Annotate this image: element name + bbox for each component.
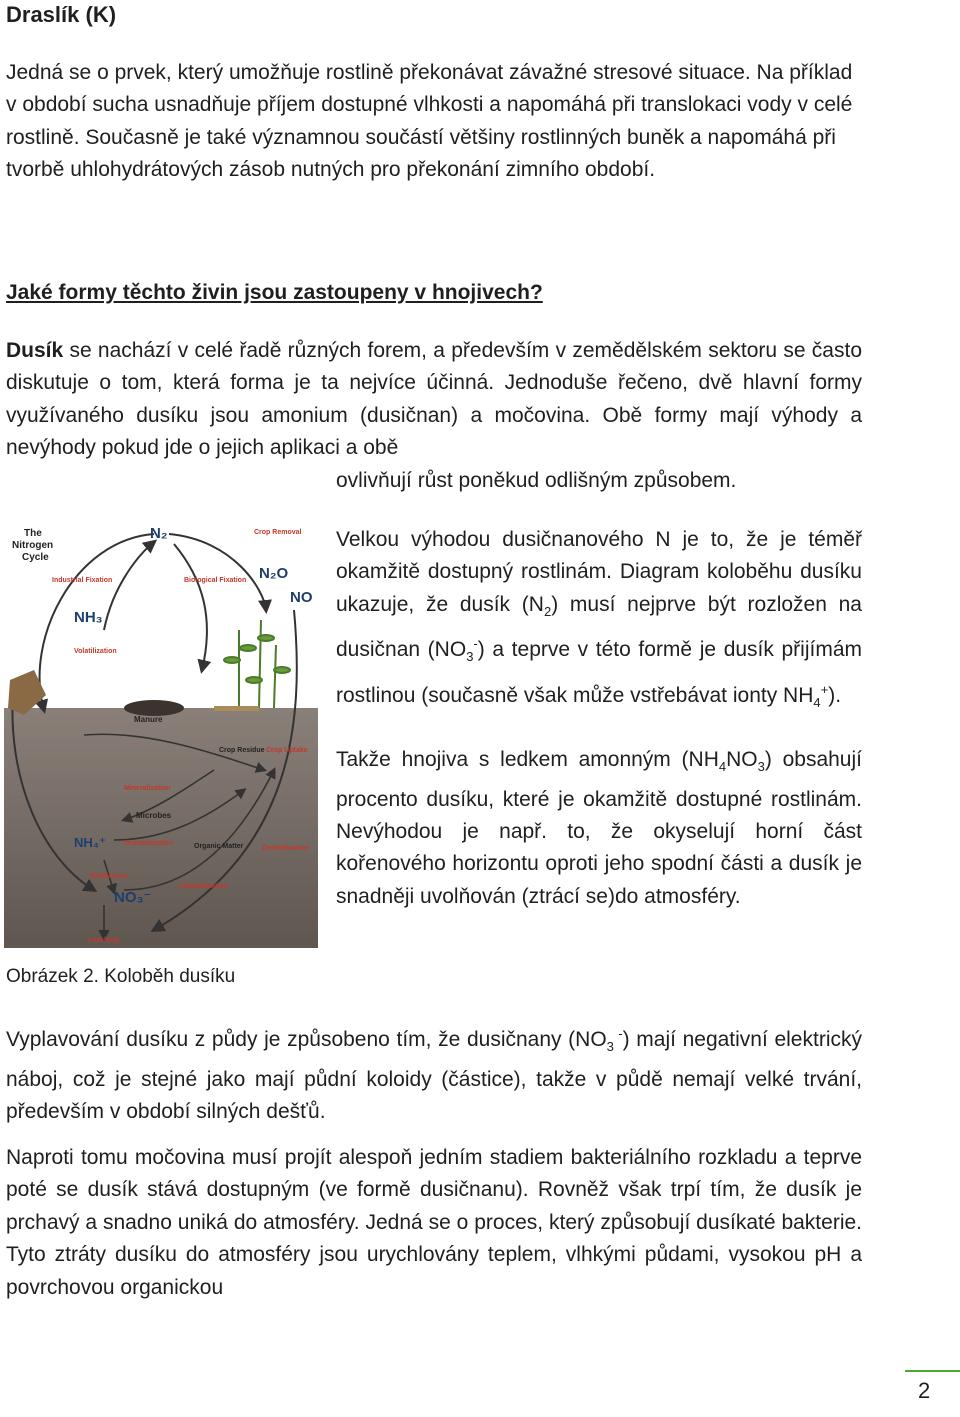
nitrate-advantage-paragraph	[336, 524, 862, 720]
label-nh3: NH₃	[74, 609, 103, 626]
nitrogen-paragraph-tail: ovlivňují růst poněkud odlišným způsobem.	[336, 469, 737, 492]
label-crop-removal: Crop Removal	[254, 529, 302, 536]
text-run: ) a teprve v této formě je dusík přijímám rostlinou (současně však může vstřebávat ionty NH	[336, 638, 863, 707]
label-leaching: Leaching	[88, 937, 119, 944]
label-biological: Biological Fixation	[184, 577, 247, 584]
label-denitrification: Denitrification	[262, 845, 310, 852]
question-heading: Jaké formy těchto živin jsou zastoupeny v hnojivech?	[6, 281, 543, 304]
figure-caption: Obrázek 2. Koloběh dusíku	[6, 966, 236, 987]
label-no: NO	[290, 589, 313, 606]
urea-paragraph: Naproti tomu močovina musí projít alespoň jedním stadiem bakteriálního rozkladu a teprve poté se dusík stává dostupným (ve formě dusičnanu). Rovněž však trpí tím, že dusík je prchavý a snadno uniká do atmosféry. Jedná se o proces, který způsobují dusíkaté bakterie. Tyto ztráty dusíku do atmosféry jsou urychlovány teplem, vlhkými půdami, vysokou pH a povrchovou organickou	[6, 1146, 862, 1299]
svg-text:The	[24, 528, 42, 539]
text-run: ) mají negativní elektrický náboj, což je stejné jako mají půdní koloidy (částice), takže v půdě nemají velké trvání, především v období silných dešťů.	[6, 1028, 862, 1123]
diagram-title-1: The	[24, 528, 42, 539]
label-nh4: NH₄⁺	[74, 835, 106, 850]
nitrogen-cycle-diagram	[4, 520, 318, 948]
subscript: 3	[606, 1039, 614, 1055]
crop-residue-icon	[214, 706, 259, 711]
label-organic-matter: Organic Matter	[194, 843, 244, 850]
label-crop-uptake: Crop Uptake	[266, 747, 308, 754]
soil-layer	[4, 708, 318, 948]
label-n2o: N₂O	[259, 565, 289, 582]
intro-paragraph: Jedná se o prvek, který umožňuje rostlině překonávat závažné stresové situace. Na příklad v období sucha usnadňuje příjem dostupné vlhkosti a napomáhá při translokaci vody v celé rostlině. Současně je také významnou součástí většiny rostlinných buněk a napomáhá při tvorbě uhlohydrátových zásob nutných pro překonání zimního období.	[6, 61, 853, 182]
label-no3: NO₃⁻	[114, 889, 152, 906]
label-microbes: Microbes	[136, 811, 172, 820]
label-volatilization: Volatilization	[74, 648, 117, 655]
page-number-rule	[905, 1370, 960, 1372]
text-run: NO	[726, 748, 758, 771]
superscript: -	[613, 1026, 623, 1041]
superscript: -	[473, 636, 478, 652]
superscript: +	[820, 682, 829, 697]
nitrogen-text: se nachází v celé řadě různých forem, a především v zemědělském sektoru se často diskutuje o tom, která forma je ta nejvíce účinná. Jednoduše řečeno, dvě hlavní formy využívaného dusíku jsou amonium (dusičnan) a močovina. Obě formy mají výhody a nevýhody pokud jde o jejich aplikaci a obě	[6, 339, 862, 460]
nitrogen-cycle-svg	[4, 520, 318, 948]
manure-pile-icon	[124, 700, 184, 716]
text-run: ).	[828, 684, 842, 707]
diagram-title-2: Nitrogen	[12, 540, 54, 551]
label-crop-residue: Crop Residue	[219, 747, 265, 754]
text-run: ) musí nejprve být rozložen na dusičnan (NO	[336, 592, 862, 662]
page-number: 2	[918, 1378, 931, 1403]
nitrogen-lead: Dusík	[6, 339, 64, 362]
label-industrial: Industrial Fixation	[52, 577, 113, 584]
text-run: ) obsahují procento dusíku, které je okamžitě dostupné rostlinám. Nevýhodou je např. to, že okyselují horní část kořenového horizontu oproti jeho spodní části a dusík je snadněji uvolňován (ztrácí se)do atmosféry.	[336, 748, 862, 908]
label-n2: N₂	[150, 525, 168, 542]
subscript: 3	[466, 649, 474, 665]
label-manure: Manure	[134, 715, 163, 724]
text-run: Vyplavování dusíku z půdy je způsobeno tím, že dusičnany (NO	[6, 1028, 607, 1051]
text-run: Velkou výhodou dusičnanového N je to, že je téměř okamžitě dostupný rostlinám. Diagram koloběhu dusíku ukazuje, že dusík (N	[336, 528, 862, 616]
text-run: Takže hnojiva s ledkem amonným (NH	[336, 748, 719, 771]
label-mineralization: Mineralization	[124, 785, 171, 792]
subscript: 4	[718, 759, 727, 775]
nitrogen-paragraph	[6, 335, 862, 465]
label-immobilization-2: Immobilization	[179, 883, 228, 890]
label-nitrification: Nitrification	[90, 873, 129, 880]
label-immobilization: Immobilization	[124, 840, 173, 847]
subscript: 2	[543, 604, 552, 619]
diagram-title-3: Cycle	[22, 552, 49, 563]
leaching-paragraph	[6, 1018, 862, 1128]
subscript: 4	[813, 695, 821, 711]
ammonium-nitrate-paragraph	[336, 744, 862, 913]
section-title: Draslík (K)	[6, 2, 117, 27]
subscript: 3	[757, 759, 765, 775]
